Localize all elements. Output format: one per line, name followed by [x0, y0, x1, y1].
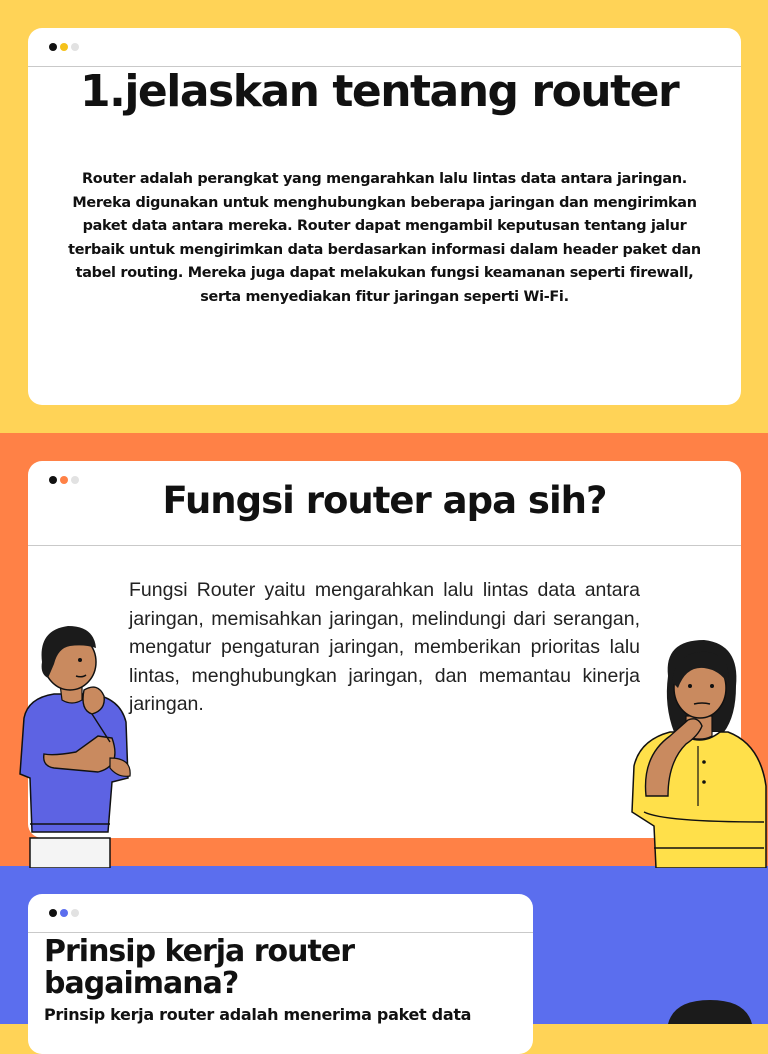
thinking-boy-illustration [14, 618, 138, 868]
card-divider [28, 545, 741, 546]
window-dot [71, 43, 79, 51]
window-dot [71, 909, 79, 917]
person-head-illustration [664, 998, 754, 1024]
window-dots [49, 909, 79, 917]
card-divider [28, 932, 533, 933]
window-dots [49, 43, 79, 51]
section-3-body: Prinsip kerja router adalah menerima paket data [44, 1005, 472, 1024]
thinking-woman-illustration [624, 636, 768, 868]
section-1-body: Router adalah perangkat yang mengarahkan lalu lintas data antara jaringan. Mereka digunakan untuk menghubungkan beberapa jaringan dan mengirimkan paket data antara mereka. Router dapat mengambil keputusan tentang jalur terbaik untuk mengirimkan data berdasarkan informasi dalam header paket dan tabel routing. Mereka juga dapat melakukan fungsi keamanan seperti firewall, serta menyediakan fitur jaringan seperti Wi-Fi. [68, 171, 701, 305]
router-explanation-card [28, 28, 741, 405]
router-principle-card [28, 894, 533, 1054]
section-2-body: Fungsi Router yaitu mengarahkan lalu lintas data antara jaringan, memisahkan jaringan, melindungi dari serangan, mengatur pengaturan jaringan, memberikan prioritas lalu lintas, menghubungkan jaringan, dan memantau kinerja jaringan. [129, 579, 640, 715]
window-dot [49, 909, 57, 917]
window-dot [49, 43, 57, 51]
section-1-title: 1.jelaskan tentang router [80, 66, 679, 117]
section-3-title: Prinsip kerja router bagaimana? [44, 934, 354, 1001]
window-dot [60, 43, 68, 51]
window-dot [60, 909, 68, 917]
section-2-title: Fungsi router apa sih? [162, 479, 607, 522]
